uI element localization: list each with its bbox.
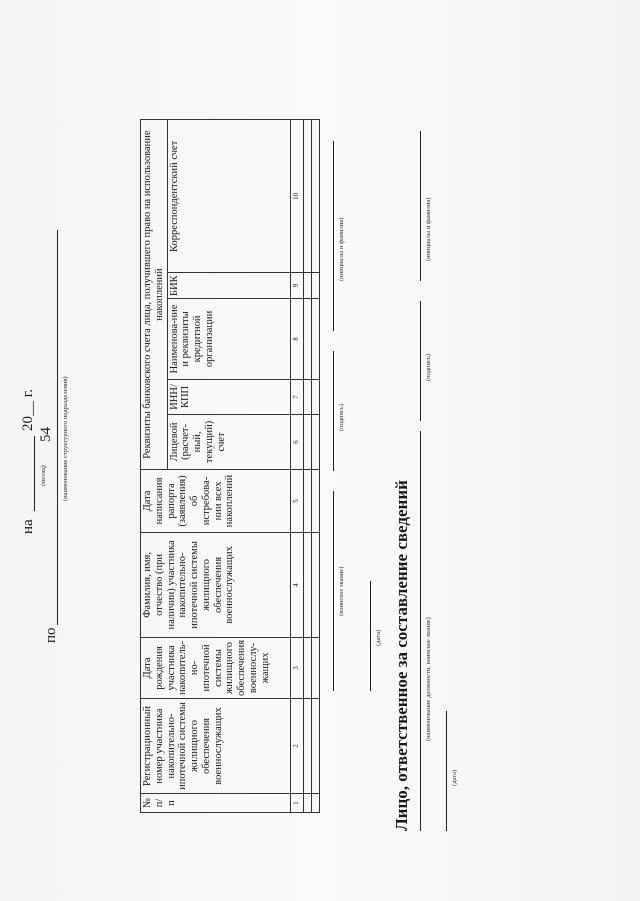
col-header-6: Лицевой (расчет-ный, текущий) счет bbox=[167, 414, 290, 469]
col-number: 6 bbox=[290, 414, 303, 469]
col-number: 10 bbox=[290, 120, 303, 273]
col-header-3: Дата рождения участника накопитель-но-ипотечной системы жилищного обеспечения военнослу-жащих bbox=[141, 637, 291, 698]
signature-line bbox=[333, 351, 334, 471]
col-number: 8 bbox=[290, 298, 303, 379]
signature-caption-2: (подпись) bbox=[425, 354, 432, 381]
col-number: 2 bbox=[290, 699, 303, 794]
rank-caption: (воинское звание) bbox=[338, 566, 345, 616]
unit-caption: (наименование структурного подразделения) bbox=[62, 376, 69, 501]
table-row bbox=[311, 120, 319, 813]
month-field-line bbox=[34, 436, 35, 511]
col-header-8: Наименова-ние и реквизиты кредитной организации bbox=[167, 298, 290, 379]
col-number: 5 bbox=[290, 469, 303, 532]
col-header-9: БИК bbox=[167, 273, 290, 299]
initials-line bbox=[333, 141, 334, 331]
month-caption: (месяц) bbox=[40, 465, 47, 486]
col-number: 7 bbox=[290, 379, 303, 414]
col-header-4: Фамилия, имя, отчество (при наличии) участника накопительно-ипотечной системы жилищного обеспечения военнослужащих bbox=[141, 532, 291, 637]
position-rank-line bbox=[420, 431, 421, 831]
col-number: 4 bbox=[290, 532, 303, 637]
header-po: по bbox=[43, 627, 59, 643]
date-caption-2: (дата) bbox=[451, 769, 458, 786]
header-na: на bbox=[20, 519, 36, 534]
records-table bbox=[140, 119, 320, 813]
initials-caption-2: (инициалы и фамилия) bbox=[425, 197, 432, 261]
responsible-heading: Лицо, ответственное за составление сведений bbox=[392, 480, 411, 831]
col-number: 9 bbox=[290, 273, 303, 299]
col-header-2: Регистрационный номер участника накопительно-ипотечной системы жилищного обеспечения военнослужащих bbox=[141, 699, 291, 794]
signature-line-2 bbox=[420, 301, 421, 421]
date-caption: (дата) bbox=[375, 629, 382, 646]
col-header-1: № п/п bbox=[141, 794, 291, 813]
col-header-5: Дата написания рапорта (заявления) об истребова-нии всех накоплений bbox=[141, 469, 291, 532]
position-rank-caption: (наименование должности, воинское звание) bbox=[425, 617, 432, 741]
header-year: 20__ г. bbox=[20, 389, 36, 431]
col-number: 3 bbox=[290, 637, 303, 698]
table-row bbox=[303, 120, 311, 813]
col-number: 1 bbox=[290, 794, 303, 813]
bank-group-header: Реквизиты банковского счета лица, получившего право на использование накоплений bbox=[141, 120, 168, 470]
signature-caption: (подпись) bbox=[338, 404, 345, 431]
rank-line bbox=[333, 491, 334, 691]
initials-line-2 bbox=[420, 131, 421, 281]
date-line bbox=[370, 581, 371, 691]
col-header-7: ИНН/ КПП bbox=[167, 379, 290, 414]
page-number: 54 bbox=[38, 427, 54, 442]
col-header-10: Корреспондентский счет bbox=[167, 120, 290, 273]
unit-field-line bbox=[57, 230, 58, 625]
date-line-2 bbox=[446, 711, 447, 831]
initials-caption: (инициалы и фамилия) bbox=[338, 217, 345, 281]
